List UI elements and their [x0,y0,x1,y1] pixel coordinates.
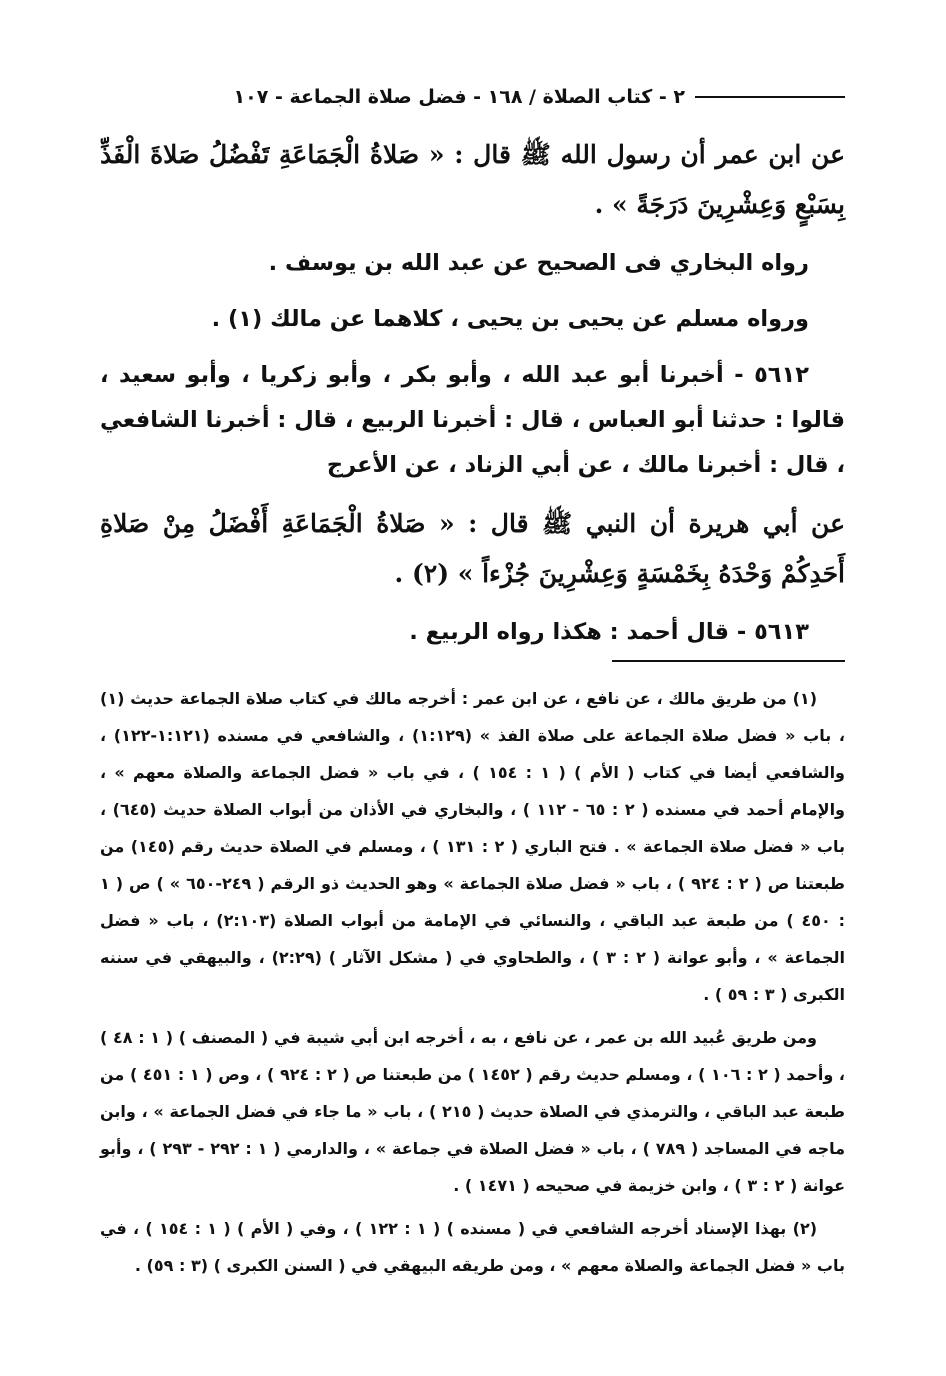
narration-muslim: ورواه مسلم عن يحيى بن يحيى ، كلاهما عن مالك (١) . [211,306,809,332]
footnote-separator [612,660,845,662]
narration-bukhari: رواه البخاري فى الصحيح عن عبد الله بن يوسف . [268,250,809,276]
header-rule [695,96,845,98]
running-head-text: ٢ - كتاب الصلاة / ١٦٨ - فضل صلاة الجماعة - ١٠٧ [233,86,685,108]
hadith-ibn-umar: عن ابن عمر أن رسول الله ﷺ قال : « صَلاةُ الْجَمَاعَةِ تَفْضُلُ صَلاةَ الْفَذِّ بِسَبْعٍ وَعِشْرِينَ دَرَجَةً » . [100,140,845,219]
running-head [100,80,845,114]
footnote-1: (١) من طريق مالك ، عن نافع ، عن ابن عمر : أخرجه مالك في كتاب صلاة الجماعة حديث (١) ، باب « فضل صلاة الجماعة على صلاة الفذ » (١:١٢٩) ، والشافعي في مسنده (١:١٢١-١٢٢) ، والشافعي أيضا في كتاب ( الأم ) ( ١ : ١٥٤ ) ، في باب « فضل الجماعة والصلاة معهم » ، والإمام أحمد في مسنده ( ٢ : ٦٥ - ١١٢ ) ، والبخاري في الأذان من أبواب الصلاة حديث (٦٤٥) ، باب « فضل صلاة الجماعة » . فتح الباري ( ٢ : ١٣١ ) ، ومسلم في الصلاة حديث رقم (١٤٥) من طبعتنا ص ( ٢ : ٩٢٤ ) ، باب « فضل صلاة الجماعة » وهو الحديث ذو الرقم ( ٢٤٩-٦٥٠ » ) ص ( ١ : ٤٥٠ ) من طبعة عبد الباقي ، والنسائي في الإمامة من أبواب الصلاة (٢:١٠٣) ، باب « فضل الجماعة » ، وأبو عوانة ( ٢ : ٣ ) ، والطحاوي في ( مشكل الآثار ) (٢:٢٩) ، والبيهقي في سننه الكبرى ( ٣ : ٥٩ ) . [100,689,846,1004]
hadith-abu-hurayra: عن أبي هريرة أن النبي ﷺ قال : « صَلاةُ الْجَمَاعَةِ أَفْضَلُ مِنْ صَلاةِ أَحَدِكُمْ وَحْدَهُ بِخَمْسَةٍ وَعِشْرِينَ جُزْءاً » (٢) . [100,509,845,588]
footnotes [100,680,845,1290]
footnote-1-continued: ومن طريق عُبيد الله بن عمر ، عن نافع ، به ، أخرجه ابن أبي شيبة في ( المصنف ) ( ١ : ٤٨ ) ، وأحمد ( ٢ : ١٠٦ ) ، ومسلم حديث رقم ( ١٤٥٢ ) من طبعتنا ص ( ٢ : ٩٢٤ ) ، وص ( ١ : ٤٥١ ) من طبعة عبد الباقي ، والترمذي في الصلاة حديث ( ٢١٥ ) ، باب « ما جاء في فضل الجماعة » ، وابن ماجه في المساجد ( ٧٨٩ ) ، باب « فضل الصلاة في جماعة » ، والدارمي ( ١ : ٢٩٢ - ٢٩٣ ) ، وأبو عوانة ( ٢ : ٣ ) ، وابن خزيمة في صحيحه ( ١٤٧١ ) . [100,1028,846,1195]
footnote-2: (٢) بهذا الإسناد أخرجه الشافعي في ( مسنده ) ( ١ : ١٢٢ ) ، وفي ( الأم ) ( ١ : ١٥٤ ) ، في باب « فضل الجماعة والصلاة معهم » ، ومن طريقه البيهقي في ( السنن الكبرى ) (٣ : ٥٩) . [100,1219,845,1275]
main-text [100,130,845,666]
isnad-5612: ٥٦١٢ - أخبرنا أبو عبد الله ، وأبو بكر ، وأبو زكريا ، وأبو سعيد ، قالوا : حدثنا أبو العباس ، قال : أخبرنا الربيع ، قال : أخبرنا الشافعي ، قال : أخبرنا مالك ، عن أبي الزناد ، عن الأعرج [100,362,845,478]
entry-5613: ٥٦١٣ - قال أحمد : هكذا رواه الربيع . [409,619,809,645]
